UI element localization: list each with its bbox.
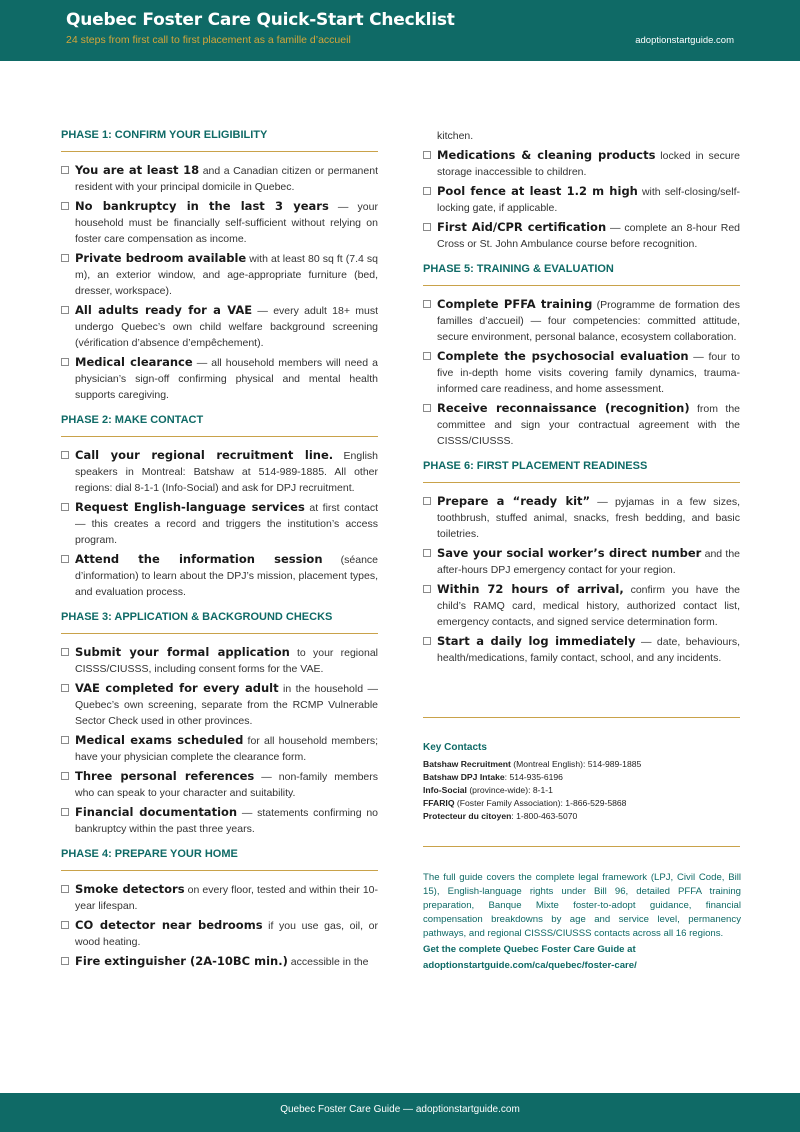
checkbox-icon[interactable] xyxy=(61,957,69,965)
checkbox-icon[interactable] xyxy=(61,555,69,563)
checklist-item[interactable] xyxy=(61,447,378,496)
phase-6-list xyxy=(423,493,740,666)
header-site-link[interactable]: adoptionstartguide.com xyxy=(635,35,734,46)
item-text: — four to five in-depth home visits covering family dynamics, trauma-informed care readiness, and home assessment. xyxy=(437,351,740,395)
checklist-item[interactable] xyxy=(423,400,740,449)
item-lead: Pool fence at least 1.2 m high xyxy=(437,184,638,198)
checklist-item[interactable] xyxy=(423,633,740,666)
contact-name: FFARIQ xyxy=(423,798,455,808)
item-text: on every floor, tested and within their 10-year lifespan. xyxy=(75,884,378,912)
checklist-item[interactable] xyxy=(423,219,740,252)
checklist-item[interactable] xyxy=(61,768,378,801)
checkbox-icon[interactable] xyxy=(61,166,69,174)
contact-detail: : 514-935-6196 xyxy=(504,772,563,782)
phase-5-heading: PHASE 5: TRAINING & EVALUATION xyxy=(423,263,614,275)
checklist-item[interactable] xyxy=(423,296,740,345)
contact-detail: (province-wide): 8-1-1 xyxy=(466,785,553,795)
item-lead: CO detector near bedrooms xyxy=(75,918,263,932)
item-text: English speakers in Montreal: Batshaw at 514-989-1885. All other regions: dial 8-1-1 (Info-Social) and ask for DPJ recruitment. xyxy=(75,450,378,494)
section-divider xyxy=(423,717,740,718)
item-lead: No bankruptcy in the last 3 years xyxy=(75,199,329,213)
phase-3-list xyxy=(61,644,378,837)
contact-detail: (Foster Family Association): 1-866-529-5868 xyxy=(454,798,627,808)
phase-4-list-continued xyxy=(423,147,740,252)
contact-detail: : 1-800-463-5070 xyxy=(511,811,578,821)
phase-5-list xyxy=(423,296,740,449)
contact-row xyxy=(423,797,743,810)
contact-name: Protecteur du citoyen xyxy=(423,811,512,821)
checklist-item[interactable] xyxy=(61,499,378,548)
item-text: accessible in the xyxy=(287,956,369,968)
checkbox-icon[interactable] xyxy=(423,187,431,195)
checkbox-icon[interactable] xyxy=(61,306,69,314)
item-lead: First Aid/CPR certification xyxy=(437,220,607,234)
item-lead: Request English-language services xyxy=(75,500,305,514)
checklist-item[interactable] xyxy=(61,198,378,247)
checklist-item[interactable] xyxy=(61,551,378,600)
phase-2-heading: PHASE 2: MAKE CONTACT xyxy=(61,414,204,426)
checklist-item[interactable] xyxy=(423,581,740,630)
contact-name: Info-Social xyxy=(423,785,467,795)
phase-3-heading: PHASE 3: APPLICATION & BACKGROUND CHECKS xyxy=(61,611,333,623)
item-lead: Save your social worker’s direct number xyxy=(437,546,702,560)
guide-cta-link[interactable] xyxy=(423,942,741,974)
page-subtitle: 24 steps from first call to first placement as a famille d’accueil xyxy=(66,34,351,46)
page-title: Quebec Foster Care Quick-Start Checklist xyxy=(66,10,455,30)
right-column xyxy=(423,128,740,669)
item-text: confirm you have the child’s RAMQ card, medical history, authorized contact list, emergency contacts, and signed service determination form. xyxy=(437,584,740,628)
item-lead: Financial documentation xyxy=(75,805,238,819)
key-contacts xyxy=(423,742,743,823)
checklist-item[interactable] xyxy=(61,250,378,299)
item-text: — non-family members who can speak to your character and suitability. xyxy=(75,771,378,799)
item-text: locked in secure storage inaccessible to children. xyxy=(437,150,741,178)
phase-divider xyxy=(61,633,378,634)
checklist-item[interactable] xyxy=(61,354,378,403)
checkbox-icon[interactable] xyxy=(61,808,69,816)
phase-1-list xyxy=(61,162,378,403)
item-text: with self-closing/self-locking gate, if applicable. xyxy=(437,186,740,214)
checklist-item[interactable] xyxy=(61,953,378,970)
item-lead: Complete the psychosocial evaluation xyxy=(437,349,689,363)
item-text: (Programme de formation des familles d’accueil) — four competencies: committed attitude, secure environment, personal balance, ecosystem collaboration. xyxy=(437,299,740,343)
section-divider xyxy=(423,846,740,847)
contact-name: Batshaw DPJ Intake xyxy=(423,772,505,782)
contact-row xyxy=(423,810,743,823)
item-text: to your regional CISSS/CIUSSS, including consent forms for the VAE. xyxy=(75,647,378,675)
key-contacts-heading: Key Contacts xyxy=(423,742,487,753)
checklist-item[interactable] xyxy=(61,162,378,195)
item-lead: Start a daily log immediately xyxy=(437,634,636,648)
item-text: if you use gas, oil, or wood heating. xyxy=(75,920,378,948)
item-lead: Medical exams scheduled xyxy=(75,733,244,747)
checklist-item[interactable] xyxy=(61,680,378,729)
item-lead: Smoke detectors xyxy=(75,882,185,896)
item-text: at first contact — this creates a record and triggers the institution’s access program. xyxy=(75,502,378,546)
item-lead: Complete PFFA training xyxy=(437,297,593,311)
checkbox-icon[interactable] xyxy=(423,585,431,593)
item-lead: Receive reconnaissance (recognition) xyxy=(437,401,690,415)
page-footer xyxy=(0,1093,800,1132)
checklist-item[interactable] xyxy=(61,732,378,765)
phase-6-heading: PHASE 6: FIRST PLACEMENT READINESS xyxy=(423,460,648,472)
checklist-item[interactable] xyxy=(423,348,740,397)
checkbox-icon[interactable] xyxy=(423,300,431,308)
item-text: for all household members; have your physician complete the clearance form. xyxy=(75,735,378,763)
checkbox-icon[interactable] xyxy=(423,352,431,360)
checkbox-icon[interactable] xyxy=(61,921,69,929)
item-lead: All adults ready for a VAE xyxy=(75,303,253,317)
checkbox-icon[interactable] xyxy=(61,684,69,692)
item-lead: Three personal references xyxy=(75,769,255,783)
contact-row xyxy=(423,758,743,771)
item-text: (séance d’information) to learn about the DPJ’s mission, placement types, and evaluation process. xyxy=(75,554,378,598)
item-lead: Private bedroom available xyxy=(75,251,247,265)
item-lead: Call your regional recruitment line. xyxy=(75,448,334,462)
checkbox-icon[interactable] xyxy=(61,885,69,893)
phase-divider xyxy=(61,151,378,152)
phase-1-heading: PHASE 1: CONFIRM YOUR ELIGIBILITY xyxy=(61,129,268,141)
checklist-item[interactable] xyxy=(61,804,378,837)
item-text: — complete an 8-hour Red Cross or St. John Ambulance course before recognition. xyxy=(437,222,741,250)
item-lead: Submit your formal application xyxy=(75,645,290,659)
checkbox-icon[interactable] xyxy=(61,451,69,459)
item-text: with at least 80 sq ft (7.4 sq m), an exterior window, and age-appropriate furniture (bed, dresser, workspace). xyxy=(75,253,378,297)
checkbox-icon[interactable] xyxy=(61,358,69,366)
item-text: — pyjamas in a few sizes, toothbrush, stuffed animal, snacks, fresh bedding, and basic toiletries. xyxy=(437,496,741,540)
item-lead: Within 72 hours of arrival, xyxy=(437,582,624,596)
checkbox-icon[interactable] xyxy=(423,151,431,159)
checklist-item[interactable] xyxy=(61,881,378,914)
checklist-item[interactable] xyxy=(423,493,740,542)
phase-4-heading: PHASE 4: PREPARE YOUR HOME xyxy=(61,848,238,860)
item-text: — date, behaviours, health/medications, family contact, school, and any incidents. xyxy=(437,636,741,664)
contact-row xyxy=(423,771,743,784)
page-header xyxy=(0,0,800,61)
item-text: — your household must be financially self-sufficient without relying on foster care compensation as income. xyxy=(75,201,378,245)
phase-divider xyxy=(61,436,378,437)
item-lead: Medications & cleaning products xyxy=(437,148,656,162)
checklist-item[interactable] xyxy=(61,302,378,351)
checklist-item[interactable] xyxy=(423,545,740,578)
checkbox-icon[interactable] xyxy=(423,497,431,505)
item-text: — all household members will need a physician’s sign-off confirming physical and mental health supports caregiving. xyxy=(75,357,378,401)
item-continuation: kitchen. xyxy=(437,130,474,142)
checkbox-icon[interactable] xyxy=(61,648,69,656)
checklist-item[interactable] xyxy=(61,917,378,950)
item-lead: Prepare a “ready kit” xyxy=(437,494,591,508)
item-lead: You are at least 18 xyxy=(75,163,200,177)
item-text: and a Canadian citizen or permanent resident with your principal domicile in Quebec. xyxy=(75,165,378,193)
cta-line-1: Get the complete Quebec Foster Care Guide at xyxy=(423,944,636,955)
checklist-item[interactable] xyxy=(423,183,740,216)
left-column xyxy=(61,128,378,973)
phase-4-list xyxy=(61,881,378,970)
checkbox-icon[interactable] xyxy=(423,637,431,645)
item-text: and the after-hours DPJ emergency contact for your region. xyxy=(437,548,740,576)
full-guide-note: The full guide covers the complete legal framework (LPJ, Civil Code, Bill 15), English-language rights under Bill 96, detailed PFFA training preparation, Banque Mixte foster-to-adopt guidance, financial compensation breakdowns by age and service level, permanency pathways, and regional CISSS/CIUSSS contacts across all 16 regions. xyxy=(423,872,741,939)
phase-divider xyxy=(61,870,378,871)
checkbox-icon[interactable] xyxy=(423,223,431,231)
checkbox-icon[interactable] xyxy=(423,549,431,557)
item-text: in the household — Quebec’s own screening, separate from the RCMP Vulnerable Sector Check used in other provinces. xyxy=(75,683,378,727)
checkbox-icon[interactable] xyxy=(61,254,69,262)
contact-row xyxy=(423,784,743,797)
item-text: from the committee and sign your contractual agreement with the CISSS/CIUSSS. xyxy=(437,403,740,447)
phase-2-list xyxy=(61,447,378,600)
footer-text: Quebec Foster Care Guide — adoptionstartguide.com xyxy=(280,1104,520,1115)
phase-divider xyxy=(423,285,740,286)
checkbox-icon[interactable] xyxy=(423,404,431,412)
checklist-item[interactable] xyxy=(423,147,740,180)
checkbox-icon[interactable] xyxy=(61,736,69,744)
checkbox-icon[interactable] xyxy=(61,202,69,210)
phase-divider xyxy=(423,482,740,483)
checkbox-icon[interactable] xyxy=(61,772,69,780)
item-lead: VAE completed for every adult xyxy=(75,681,279,695)
contact-name: Batshaw Recruitment xyxy=(423,759,511,769)
item-text: — every adult 18+ must undergo Quebec’s own child welfare background screening (vérification d’absence d’empêchement). xyxy=(75,305,378,349)
item-text: — statements confirming no bankruptcy within the past three years. xyxy=(75,807,378,835)
checklist-item[interactable] xyxy=(61,644,378,677)
contact-detail: (Montreal English): 514-989-1885 xyxy=(510,759,642,769)
item-lead: Medical clearance xyxy=(75,355,193,369)
item-lead: Fire extinguisher (2A-10BC min.) xyxy=(75,954,288,968)
item-lead: Attend the information session xyxy=(75,552,323,566)
cta-url[interactable]: adoptionstartguide.com/ca/quebec/foster-care/ xyxy=(423,960,637,971)
checkbox-icon[interactable] xyxy=(61,503,69,511)
